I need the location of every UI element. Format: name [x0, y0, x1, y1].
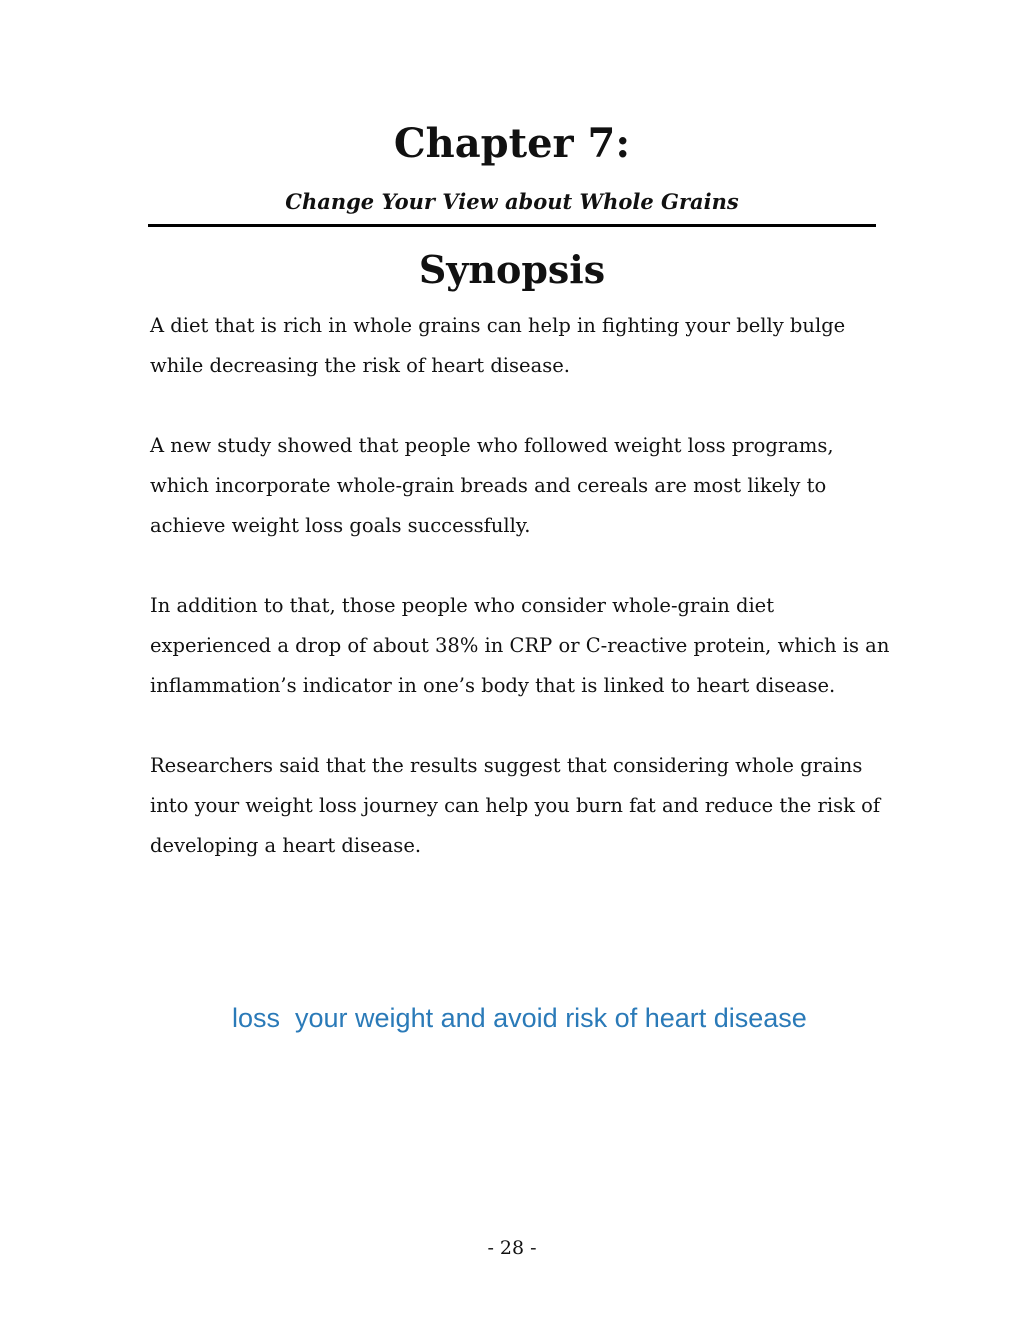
page-number: - 28 -: [487, 1237, 537, 1259]
body-text: [150, 306, 890, 906]
promo-link[interactable]: loss your weight and avoid risk of heart disease: [232, 1003, 807, 1033]
title-divider: [148, 224, 876, 227]
section-title: Synopsis: [418, 247, 606, 292]
paragraph: In addition to that, those people who consider whole-grain diet experienced a drop of about 38% in CRP or C-reactive protein, which is an inflammation’s indicator in one’s body that is linked to heart disease.: [150, 594, 890, 697]
chapter-title: Chapter 7:: [393, 120, 631, 167]
paragraph: A diet that is rich in whole grains can help in fighting your belly bulge while decreasing the risk of heart disease.: [150, 314, 846, 377]
chapter-subtitle: Change Your View about Whole Grains: [285, 189, 739, 214]
paragraph: A new study showed that people who followed weight loss programs, which incorporate whole-grain breads and cereals are most likely to achieve weight loss goals successfully.: [150, 434, 834, 537]
paragraph: Researchers said that the results suggest that considering whole grains into your weight loss journey can help you burn fat and reduce the risk of developing a heart disease.: [150, 754, 881, 857]
